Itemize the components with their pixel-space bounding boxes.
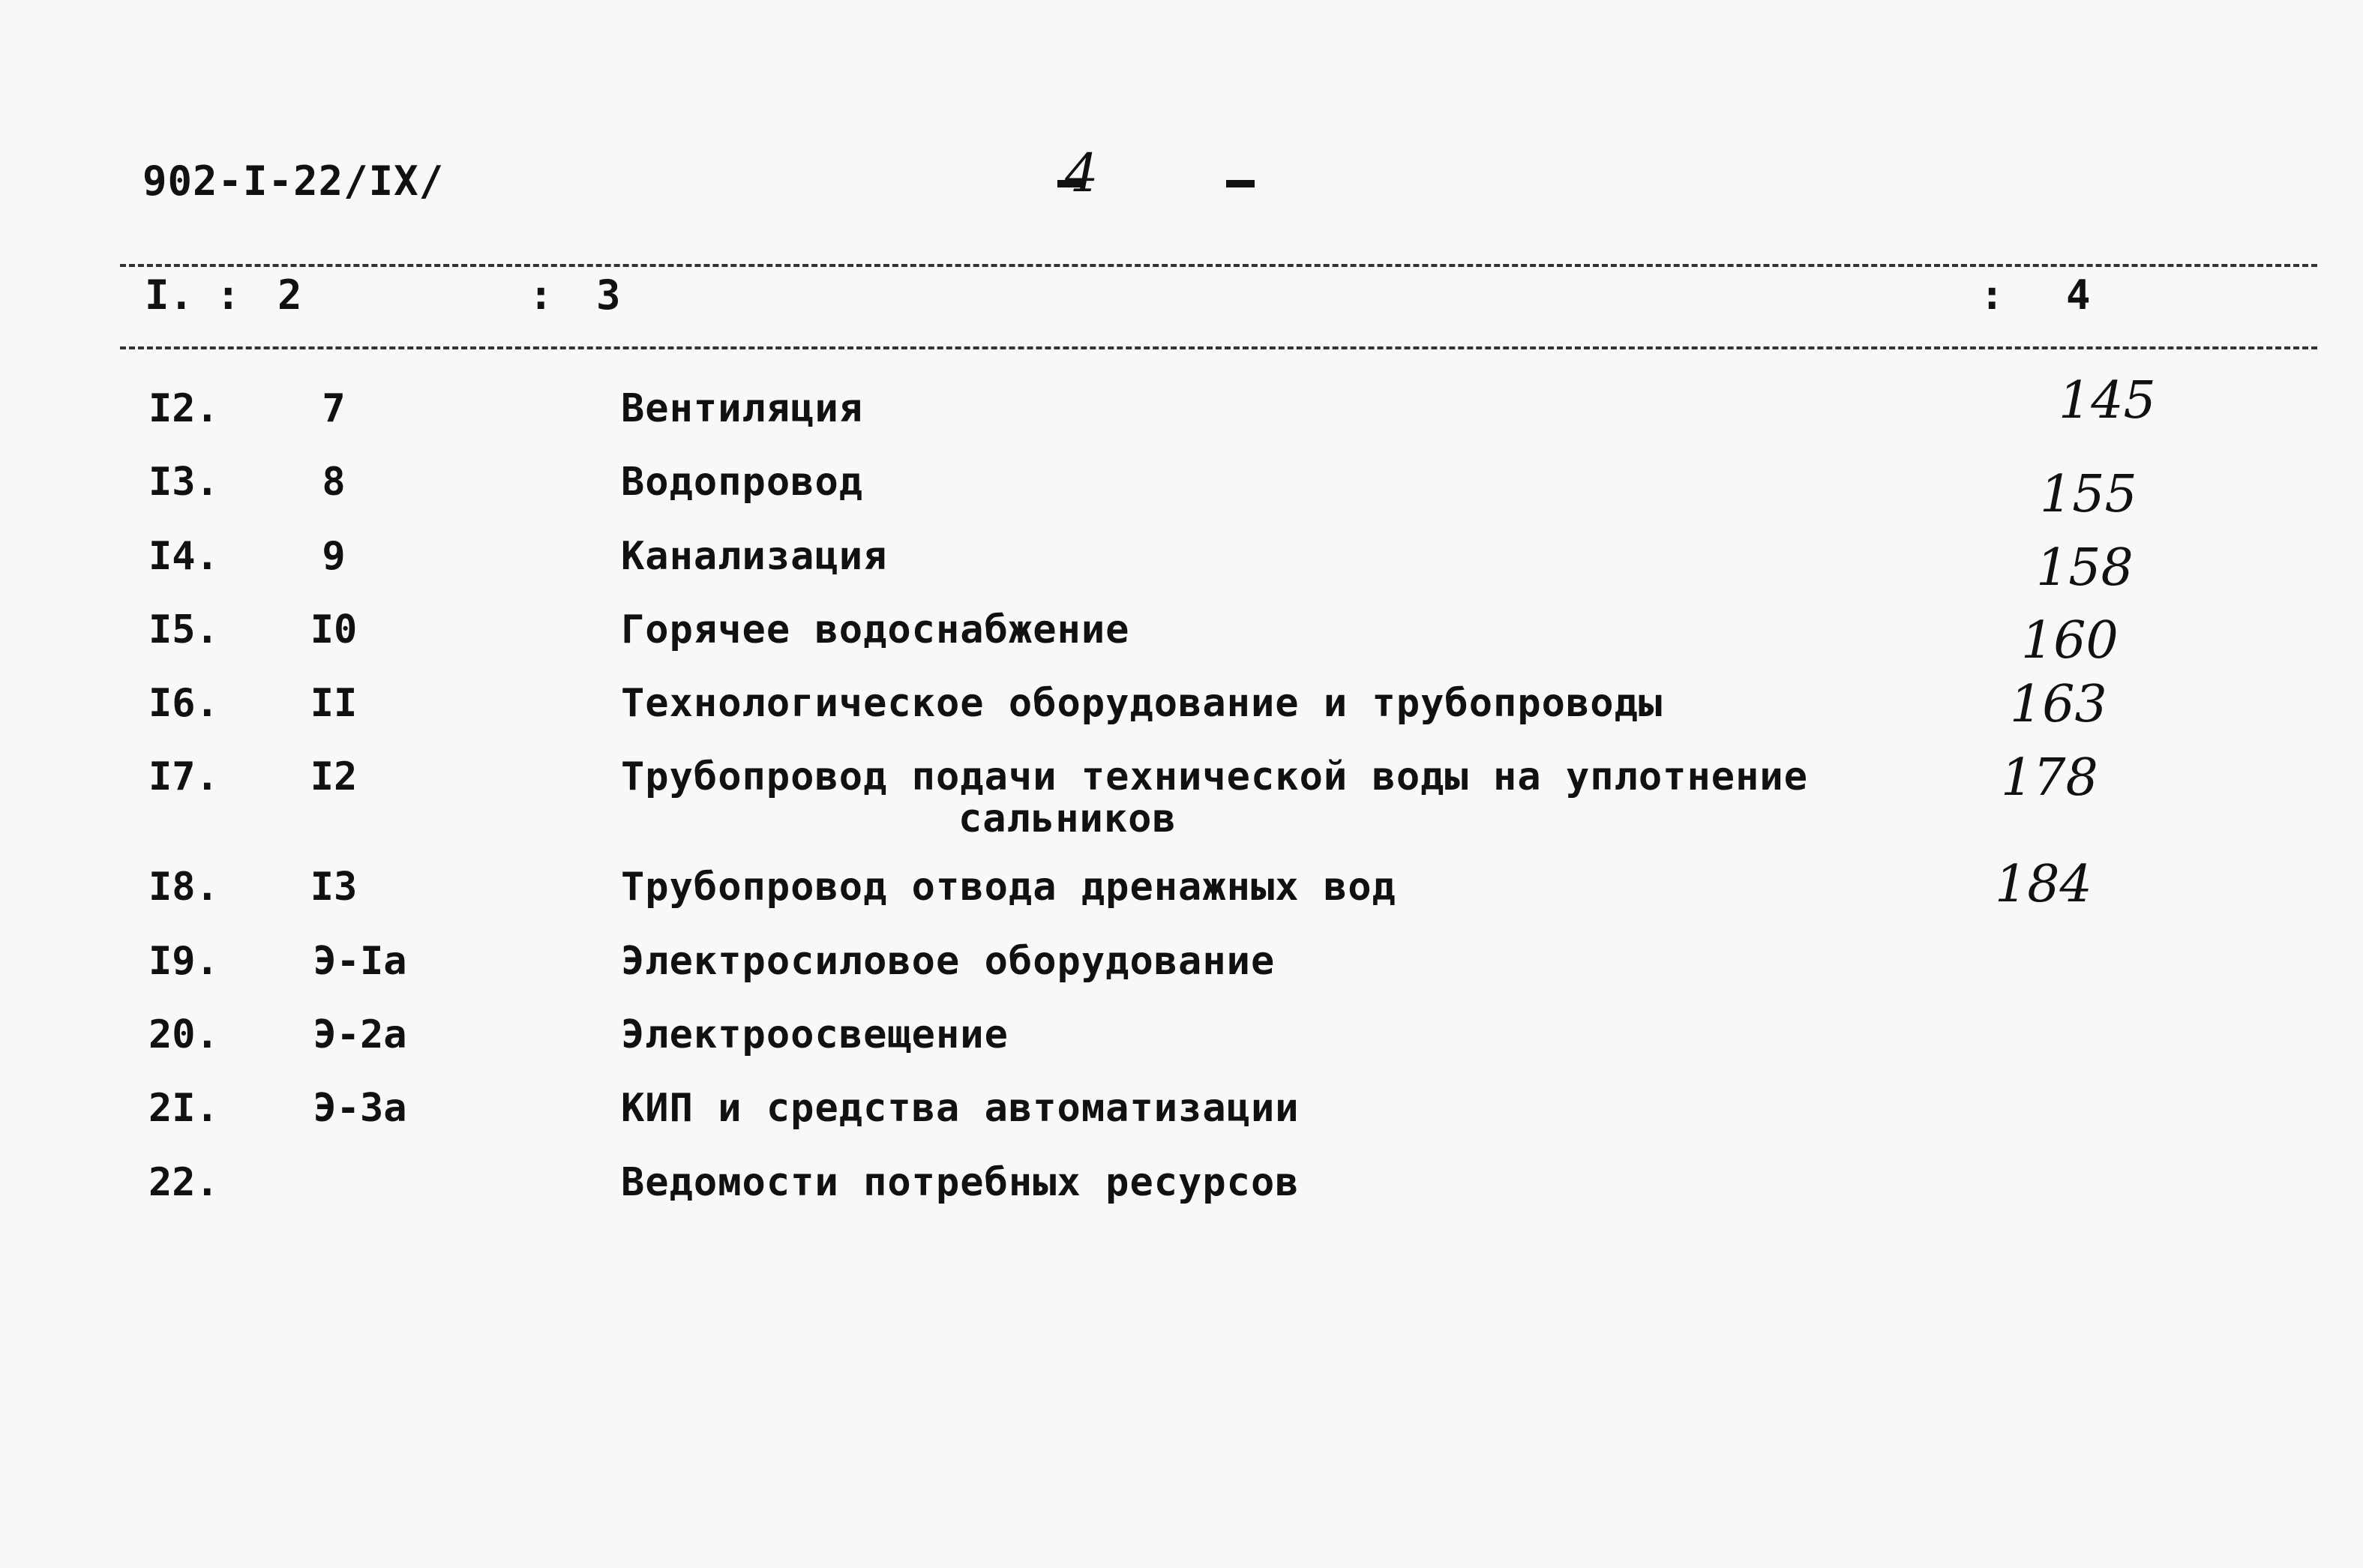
row-number: 2I. [148, 1086, 219, 1131]
document-code: 902-I-22/IX/ [142, 157, 445, 205]
row-title-text: Трубопровод отвода дренажных вод [621, 865, 1396, 910]
row-page: 163 [2010, 675, 2107, 734]
page-number: 4 [1065, 142, 1099, 204]
top-rule [120, 264, 2317, 267]
row-title [621, 460, 863, 505]
column-separator: : [529, 271, 553, 319]
row-title-text: Электросиловое оборудование [621, 939, 1276, 984]
row-title [621, 607, 1129, 652]
row-title [621, 1086, 1300, 1131]
row-number: I5. [148, 607, 219, 652]
column-separator: : [216, 271, 241, 319]
row-section-code: I0 [310, 607, 358, 652]
row-title-text: Канализация [621, 534, 888, 579]
row-title-text: Горячее водоснабжение [621, 607, 1130, 652]
row-section-code: I3 [310, 865, 358, 910]
row-title-text: Технологическое оборудование и трубопроводы [621, 681, 1663, 726]
row-title [621, 754, 1809, 841]
row-title [621, 1012, 1009, 1057]
row-title-text: Водопровод [621, 460, 864, 505]
row-title-text: Вентиляция [621, 386, 864, 431]
row-page: 155 [2040, 465, 2137, 524]
row-number: I6. [148, 681, 219, 726]
row-page: 145 [2059, 371, 2156, 430]
row-title-text: КИП и средства автоматизации [621, 1086, 1300, 1131]
column-header-2: 2 [277, 271, 302, 319]
row-section-code: 9 [322, 534, 346, 579]
row-section-code: II [310, 681, 358, 726]
row-page: 160 [2021, 611, 2119, 670]
row-title [621, 386, 863, 431]
row-title-text: Ведомости потребных ресурсов [621, 1160, 1300, 1205]
column-separator: : [1980, 271, 2005, 319]
page-dash-right [1226, 180, 1255, 187]
row-title-text: Трубопровод подачи технической воды на уплотнение [621, 754, 1809, 799]
row-section-code: Э-2а [313, 1012, 407, 1057]
row-number: I8. [148, 865, 219, 910]
row-title [621, 1160, 1300, 1205]
column-header-4: 4 [2066, 271, 2091, 319]
row-title [621, 939, 1275, 984]
row-section-code: 7 [322, 386, 346, 431]
row-page: 178 [2001, 748, 2098, 808]
row-page: 158 [2036, 538, 2134, 598]
row-page: 184 [1995, 855, 2092, 914]
row-section-code: Э-3а [313, 1086, 407, 1131]
column-header-1: I. [145, 271, 194, 319]
row-number: I2. [148, 386, 219, 431]
row-number: I7. [148, 754, 219, 799]
row-title [621, 681, 1663, 726]
row-section-code: Э-Iа [313, 939, 407, 984]
row-title-text: Электроосвещение [621, 1012, 1009, 1057]
row-section-code: 8 [322, 460, 346, 505]
row-title-continuation: сальников [958, 796, 1177, 841]
row-number: I3. [148, 460, 219, 505]
row-number: I4. [148, 534, 219, 579]
column-header-3: 3 [596, 271, 621, 319]
row-number: 20. [148, 1012, 219, 1057]
row-title [621, 865, 1396, 910]
row-number: I9. [148, 939, 219, 984]
header-rule [120, 346, 2317, 349]
row-section-code: I2 [310, 754, 358, 799]
row-title [621, 534, 887, 579]
row-number: 22. [148, 1160, 219, 1205]
